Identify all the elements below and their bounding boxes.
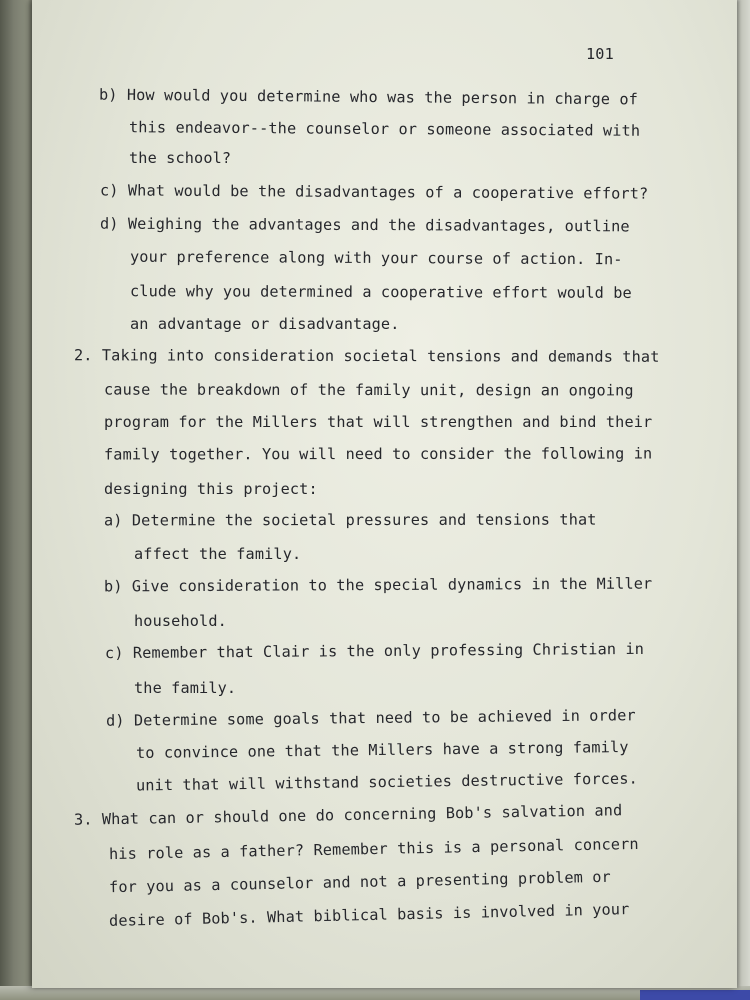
text-line: family together. You will need to consider the following in bbox=[103, 444, 653, 464]
text-line: the family. bbox=[134, 679, 237, 697]
page-number: 101 bbox=[586, 45, 614, 63]
text-line: cause the breakdown of the family unit, design an ongoing bbox=[103, 380, 634, 400]
text-line: b) Give consideration to the special dynamics in the Miller bbox=[103, 574, 653, 596]
text-line: desire of Bob's. What biblical basis is involved in your bbox=[108, 900, 630, 930]
text-line: unit that will withstand societies destructive forces. bbox=[135, 769, 638, 795]
text-line: a) Determine the societal pressures and tensions that bbox=[103, 510, 597, 530]
text-line: affect the family. bbox=[134, 545, 302, 563]
book-cover-edge bbox=[640, 990, 750, 1000]
text-line: 3. What can or should one do concerning Bob's salvation and bbox=[73, 801, 623, 829]
text-line: your preference along with your course of action. In- bbox=[129, 247, 623, 269]
text-line: to convince one that the Millers have a strong family bbox=[135, 737, 629, 763]
page-stack-edge bbox=[736, 0, 750, 1000]
text-line: 2. Taking into consideration societal tensions and demands that bbox=[73, 346, 660, 366]
page-bottom-edge bbox=[0, 986, 750, 1000]
text-line: d) Weighing the advantages and the disadvantages, outline bbox=[99, 214, 630, 236]
text-line: the school? bbox=[129, 149, 232, 167]
text-line: this endeavor--the counselor or someone associated with bbox=[128, 118, 641, 140]
text-line: c) Remember that Clair is the only professing Christian in bbox=[104, 639, 645, 663]
text-line: his role as a father? Remember this is a personal concern bbox=[108, 834, 639, 864]
text-line: an advantage or disadvantage. bbox=[130, 315, 400, 333]
text-line: program for the Millers that will strengthen and bind their bbox=[104, 413, 653, 431]
text-line: b) How would you determine who was the person in charge of bbox=[98, 85, 639, 109]
document-page bbox=[32, 0, 737, 988]
text-line: designing this project: bbox=[104, 480, 318, 498]
text-line: c) What would be the disadvantages of a cooperative effort? bbox=[99, 181, 649, 203]
text-line: clude why you determined a cooperative effort would be bbox=[129, 282, 632, 302]
text-line: household. bbox=[134, 612, 227, 630]
text-line: for you as a counselor and not a presenting problem or bbox=[108, 867, 611, 897]
text-line: d) Determine some goals that need to be achieved in order bbox=[105, 706, 636, 730]
